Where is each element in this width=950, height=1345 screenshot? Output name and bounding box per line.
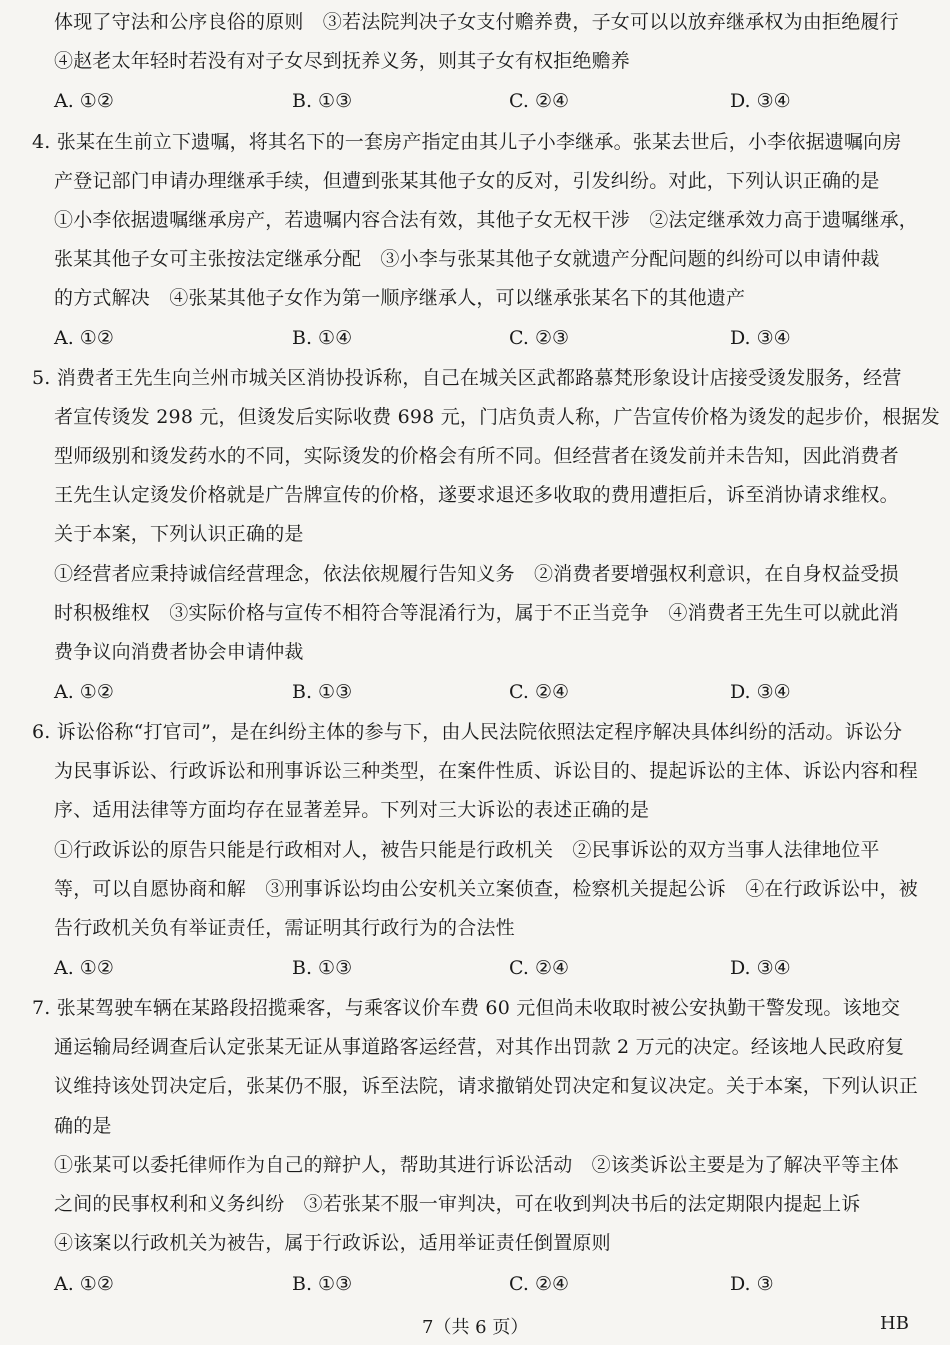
q3-option-b: B. ①③ <box>292 90 353 112</box>
q3-stem-line-2: ④赵老太年轻时若没有对子女尽到抚养义务，则其子女有权拒绝赡养 <box>54 50 631 72</box>
q5-option-c: C. ②④ <box>509 681 570 703</box>
q3-option-c: C. ②④ <box>509 90 570 112</box>
page-number: 7（共 6 页） <box>422 1317 529 1338</box>
q5-option-b: B. ①③ <box>292 681 353 703</box>
q7-stem-line: 通运输局经调查后认定张某无证从事道路客运经营，对其作出罚款 2 万元的决定。经该地人民政府复 <box>54 1036 905 1058</box>
q6-statements-line: ①行政诉讼的原告只能是行政相对人，被告只能是行政机关 ②民事诉讼的双方当事人法律地位平 <box>54 839 880 861</box>
q7-option-b: B. ①③ <box>292 1273 353 1295</box>
q5-stem-line: 王先生认定烫发价格就是广告牌宣传的价格，遂要求退还多收取的费用遭拒后，诉至消协请求维权。 <box>54 484 899 506</box>
q5-stem: 5. 消费者王先生向兰州市城关区消协投诉称，自己在城关区武都路慕梵形象设计店接受烫发服务，经营 <box>32 367 902 389</box>
q4-option-b: B. ①④ <box>292 327 353 349</box>
q5-stem-line: 关于本案，下列认识正确的是 <box>54 523 304 545</box>
q5-stem-line: 型师级别和烫发药水的不同，实际烫发的价格会有所不同。但经营者在烫发前并未告知，因此消费者 <box>54 445 899 467</box>
q6-option-c: C. ②④ <box>509 957 570 979</box>
q7-option-d: D. ③ <box>730 1273 774 1295</box>
q5-statements-line: ①经营者应秉持诚信经营理念，依法依规履行告知义务 ②消费者要增强权利意识，在自身权益受损 <box>54 563 899 585</box>
q6-statements-line: 等，可以自愿协商和解 ③刑事诉讼均由公安机关立案侦查，检察机关提起公诉 ④在行政诉讼中，被 <box>54 878 919 900</box>
q7-stem: 7. 张某驾驶车辆在某路段招揽乘客，与乘客议价车费 60 元但尚未收取时被公安执勤干警发现。该地交 <box>32 997 901 1019</box>
q5-option-a: A. ①② <box>54 681 114 703</box>
q4-option-a: A. ①② <box>54 327 114 349</box>
q6-option-d: D. ③④ <box>730 957 791 979</box>
q3-stem-line-1: 体现了守法和公序良俗的原则 ③若法院判决子女支付赡养费，子女可以以放弃继承权为由拒绝履行 <box>54 11 899 33</box>
q7-statements-line: ①张某可以委托律师作为自己的辩护人，帮助其进行诉讼活动 ②该类诉讼主要是为了解决平等主体 <box>54 1154 899 1176</box>
q5-stem-line: 者宣传烫发 298 元，但烫发后实际收费 698 元，门店负责人称，广告宣传价格为烫发的起步价，根据发 <box>54 406 940 428</box>
q4-statements-line: 张某其他子女可主张按法定继承分配 ③小李与张某其他子女就遗产分配问题的纠纷可以申请仲裁 <box>54 248 880 270</box>
q6-stem-line: 序、适用法律等方面均存在显著差异。下列对三大诉讼的表述正确的是 <box>54 799 650 821</box>
q5-statements-line: 费争议向消费者协会申请仲裁 <box>54 641 304 663</box>
q7-stem-line: 确的是 <box>54 1115 112 1137</box>
q6-option-a: A. ①② <box>54 957 114 979</box>
q6-stem-line: 为民事诉讼、行政诉讼和刑事诉讼三种类型，在案件性质、诉讼目的、提起诉讼的主体、诉讼内容和程 <box>54 760 919 782</box>
exam-code: HB <box>880 1313 909 1334</box>
q7-option-a: A. ①② <box>54 1273 114 1295</box>
q5-option-d: D. ③④ <box>730 681 791 703</box>
q7-option-c: C. ②④ <box>509 1273 570 1295</box>
q6-statements-line: 告行政机关负有举证责任，需证明其行政行为的合法性 <box>54 917 515 939</box>
q3-option-d: D. ③④ <box>730 90 791 112</box>
q4-option-d: D. ③④ <box>730 327 791 349</box>
q4-statements-line: 的方式解决 ④张某其他子女作为第一顺序继承人，可以继承张某名下的其他遗产 <box>54 287 746 309</box>
q4-option-c: C. ②③ <box>509 327 570 349</box>
q6-option-b: B. ①③ <box>292 957 353 979</box>
q4-stem-line: 产登记部门申请办理继承手续，但遭到张某其他子女的反对，引发纠纷。对此，下列认识正确的是 <box>54 170 880 192</box>
q4-statements-line: ①小李依据遗嘱继承房产，若遗嘱内容合法有效，其他子女无权干涉 ②法定继承效力高于遗嘱继承， <box>54 209 919 231</box>
q6-stem: 6. 诉讼俗称“打官司”，是在纠纷主体的参与下，由人民法院依照法定程序解决具体纠纷的活动。诉讼分 <box>32 721 903 743</box>
q4-stem: 4. 张某在生前立下遗嘱，将其名下的一套房产指定由其儿子小李继承。张某去世后，小李依据遗嘱向房 <box>32 131 902 153</box>
q7-statements-line: 之间的民事权利和义务纠纷 ③若张某不服一审判决，可在收到判决书后的法定期限内提起上诉 <box>54 1193 861 1215</box>
q7-statements-line: ④该案以行政机关为被告，属于行政诉讼，适用举证责任倒置原则 <box>54 1232 611 1254</box>
q3-option-a: A. ①② <box>54 90 114 112</box>
q5-statements-line: 时积极维权 ③实际价格与宣传不相符合等混淆行为，属于不正当竞争 ④消费者王先生可以就此消 <box>54 602 899 624</box>
q7-stem-line: 议维持该处罚决定后，张某仍不服，诉至法院，请求撤销处罚决定和复议决定。关于本案，下列认识正 <box>54 1075 919 1097</box>
